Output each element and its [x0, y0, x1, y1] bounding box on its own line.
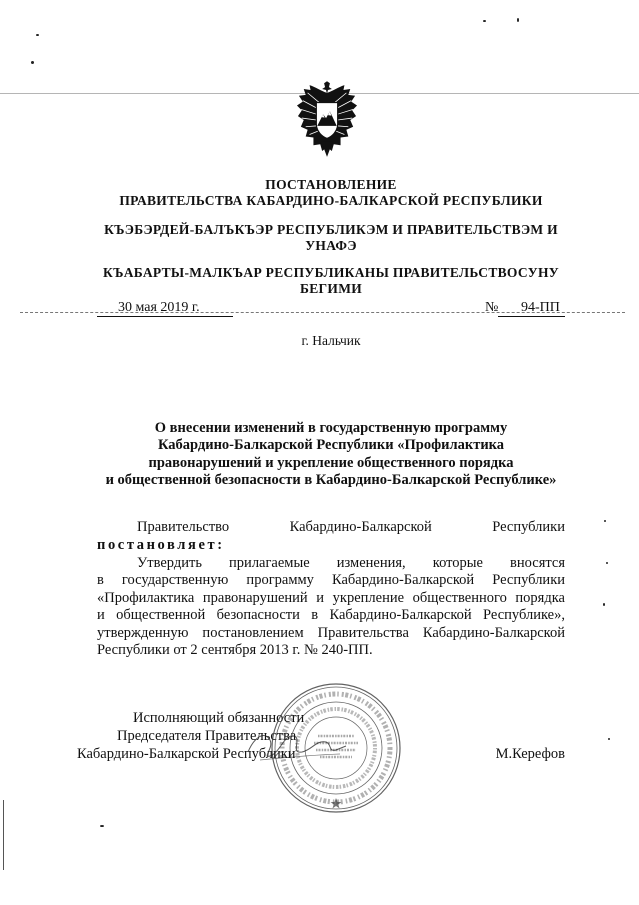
- issuer-name-ru: ПРАВИТЕЛЬСТВА КАБАРДИНО-БАЛКАРСКОЙ РЕСПУБЛИКИ: [119, 193, 543, 208]
- scan-speck: [36, 34, 39, 36]
- document-date: 30 мая 2019 г.: [118, 300, 200, 315]
- body-line: и общественной безопасности в Кабардино-Балкарской Республике»,: [97, 607, 565, 623]
- scan-speck: [606, 562, 608, 564]
- body-line: Республики от 2 сентября 2013 г. № 240-ПП.: [97, 642, 373, 658]
- issuer-name-kbd: УНАФЭ: [305, 238, 357, 253]
- signatory-position-line: Кабардино-Балкарской Республики: [77, 746, 296, 762]
- issuer-name-kbd: КЪЭБЭРДЕЙ-БАЛЪКЪЭР РЕСПУБЛИКЭМ И ПРАВИТЕЛЬСТВЭМ И: [104, 222, 558, 237]
- scan-edge-mark: [3, 800, 4, 870]
- scan-speck: [603, 603, 605, 606]
- body-preamble: Правительство Кабардино-Балкарской Республики: [137, 519, 565, 535]
- number-underline: [498, 316, 565, 317]
- body-line: утвержденную постановлением Правительства Кабардино-Балкарской: [97, 625, 565, 641]
- date-underline: [97, 316, 233, 317]
- scan-speck: [31, 61, 34, 64]
- scan-speck: [517, 18, 519, 22]
- subject-line: правонарушений и укрепление общественного порядка: [148, 455, 514, 471]
- coat-of-arms-emblem: [296, 80, 358, 160]
- number-sign: №: [485, 300, 499, 315]
- signatory-name: М.Керефов: [495, 746, 565, 762]
- handwritten-signature: [240, 700, 350, 780]
- issuer-name-krc: БЕГИМИ: [299, 281, 363, 296]
- subject-line: О внесении изменений в государственную программу: [154, 420, 508, 436]
- document-type-title: ПОСТАНОВЛЕНИЕ: [265, 177, 397, 192]
- body-line: в государственную программу Кабардино-Балкарской Республики: [97, 572, 565, 588]
- subject-line: и общественной безопасности в Кабардино-Балкарской Республике»: [105, 472, 557, 488]
- place-of-issue: г. Нальчик: [301, 333, 361, 348]
- body-line: Утвердить прилагаемые изменения, которые вносятся: [137, 555, 565, 571]
- signatory-position-line: Исполняющий обязанности: [133, 710, 305, 726]
- decree-word: постановляет:: [97, 537, 225, 553]
- document-number: 94-ПП: [521, 300, 560, 315]
- body-line: «Профилактика правонарушений и укрепление общественного порядка: [97, 590, 565, 606]
- subject-line: Кабардино-Балкарской Республики «Профилактика: [157, 437, 505, 453]
- scan-speck: [608, 738, 610, 740]
- scan-speck: [100, 825, 104, 827]
- scan-speck: [604, 520, 606, 522]
- scan-speck: [483, 20, 486, 22]
- signatory-position-line: Председателя Правительства: [117, 728, 297, 744]
- issuer-name-krc: КЪАБАРТЫ-МАЛКЪАР РЕСПУБЛИКАНЫ ПРАВИТЕЛЬСТВОСУНУ: [103, 265, 559, 280]
